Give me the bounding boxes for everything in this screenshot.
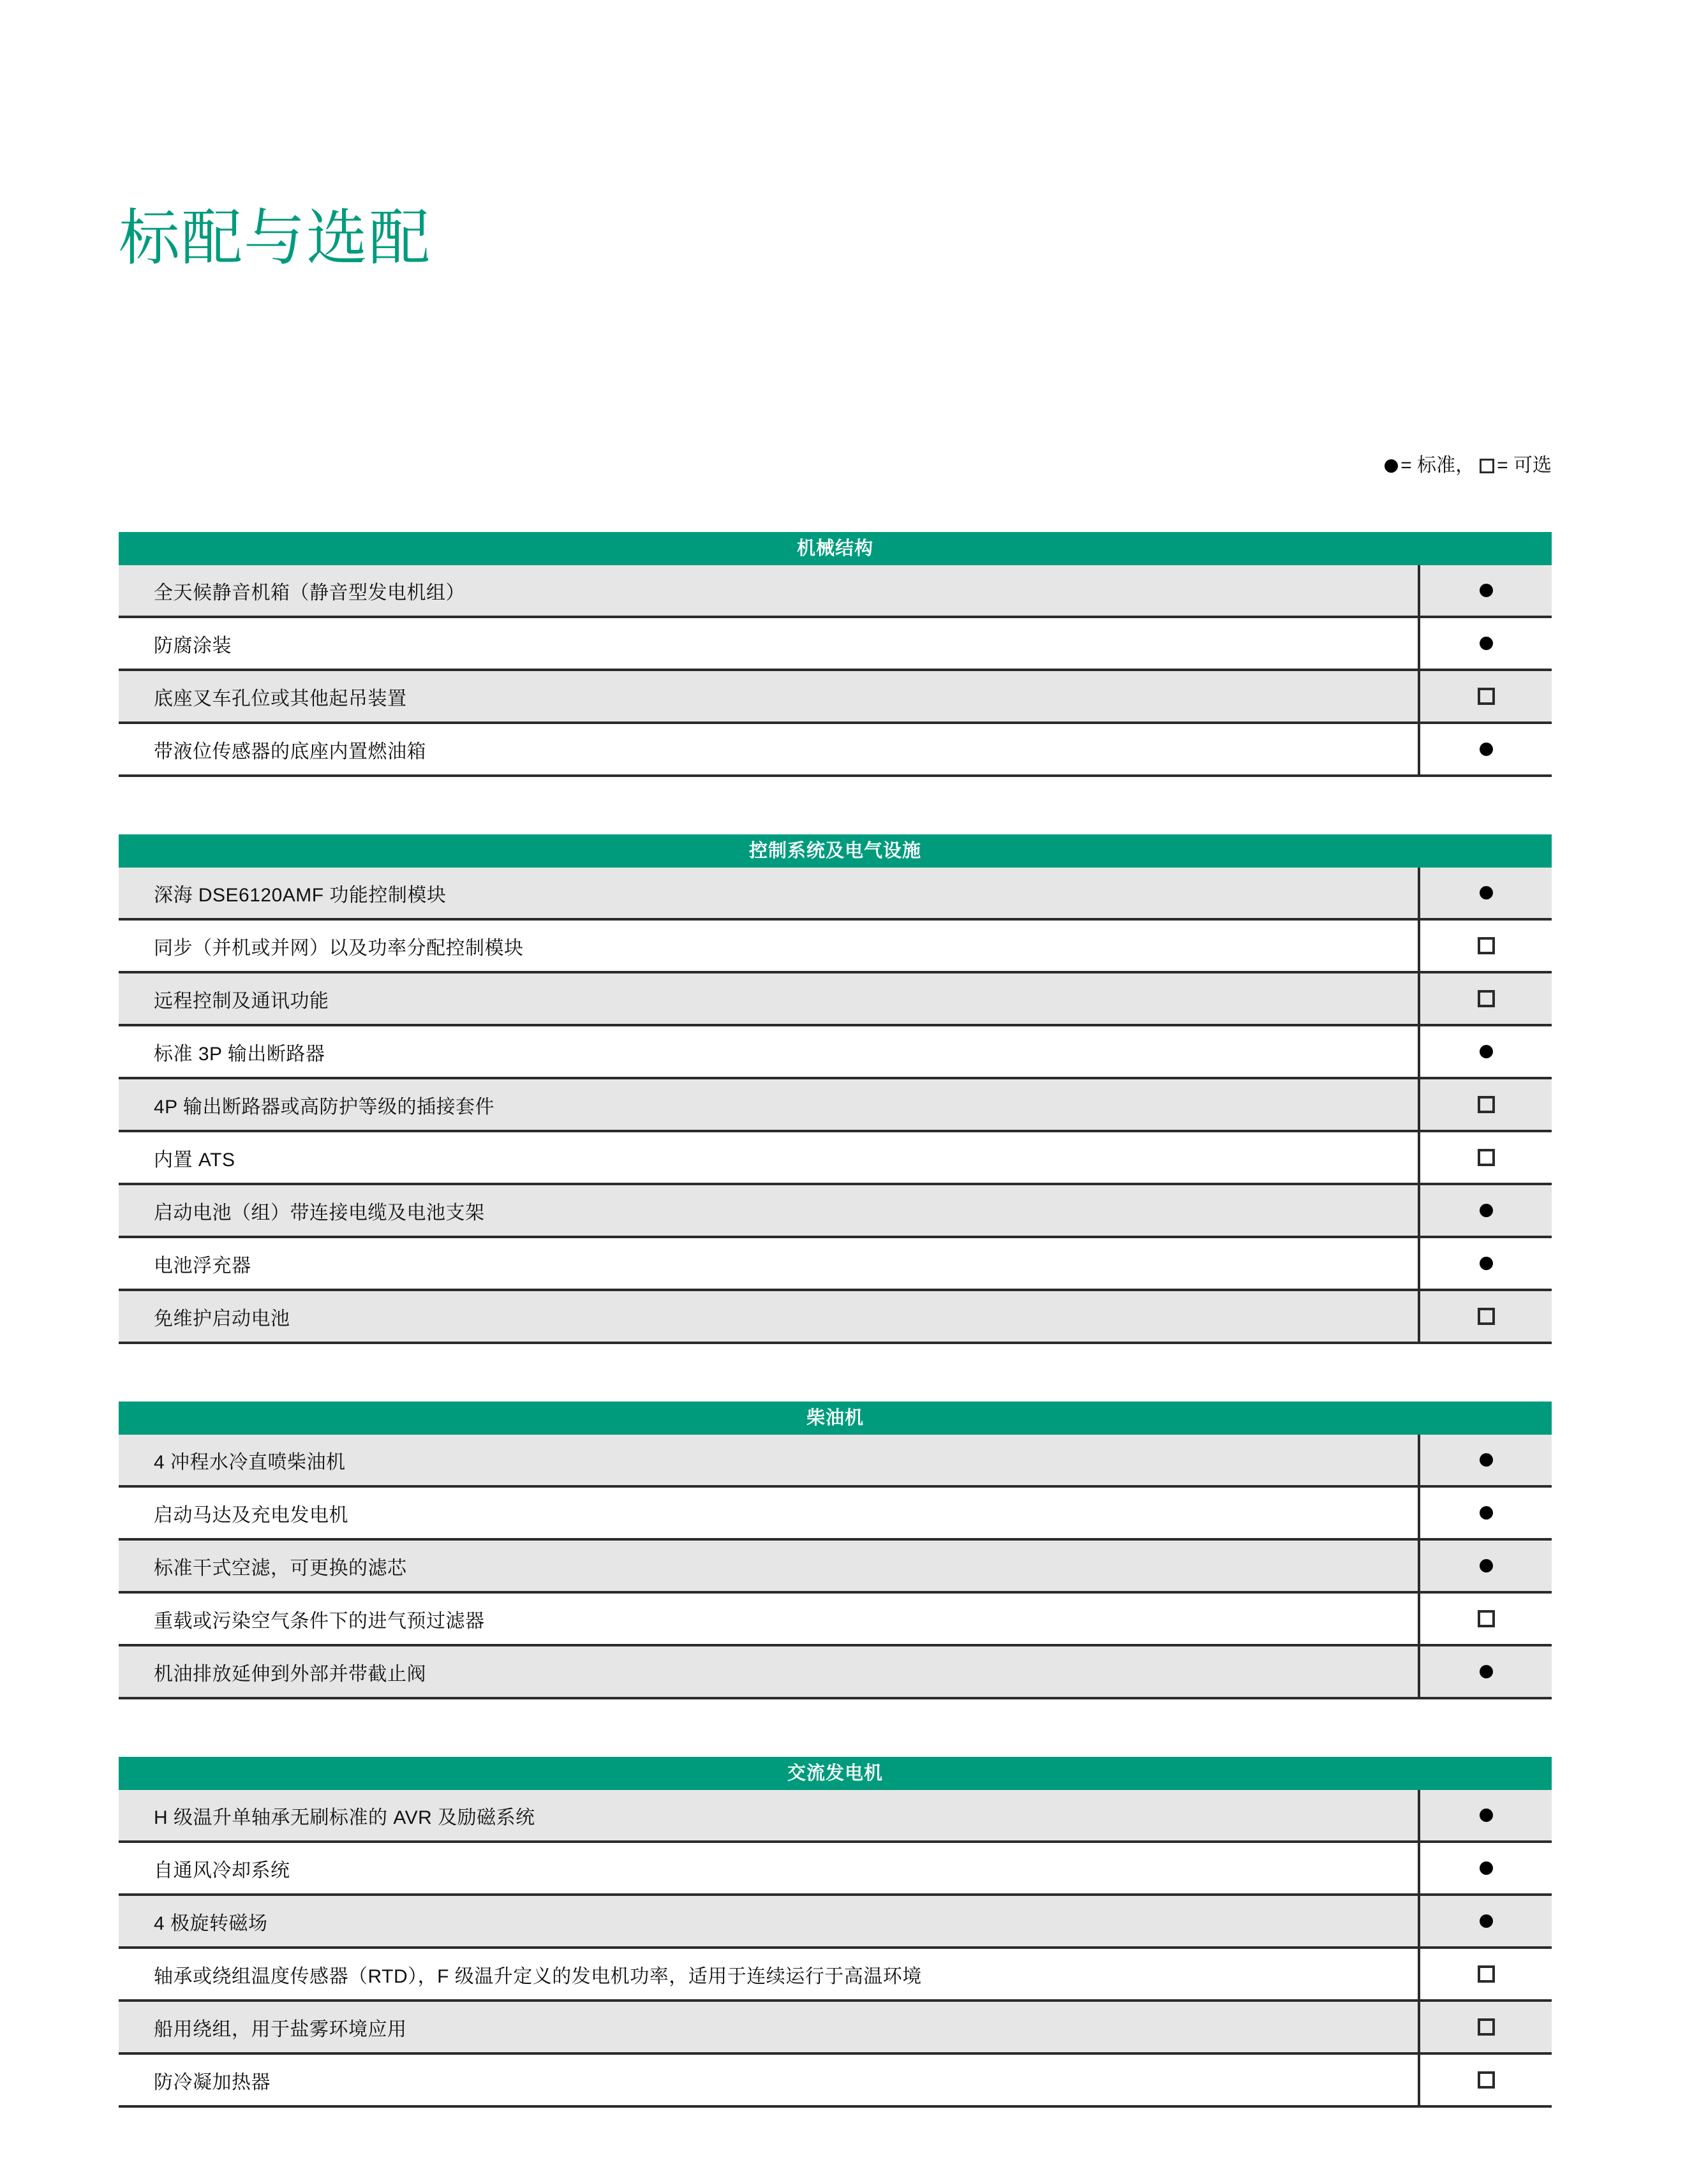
- spec-label: 机油排放延伸到外部并带截止阀: [119, 1646, 1420, 1697]
- table-row: [119, 1236, 1552, 1289]
- spec-label: 标准干式空滤，可更换的滤芯: [119, 1541, 1420, 1591]
- optional-empty-square-icon: [1478, 2018, 1495, 2036]
- table-row: [119, 971, 1552, 1024]
- spec-label: 防腐涂装: [119, 618, 1420, 669]
- spec-mark-cell: [1420, 1790, 1552, 1840]
- table-row: [119, 1130, 1552, 1183]
- standard-filled-circle-icon: [1480, 1045, 1493, 1058]
- spec-label: 自通风冷却系统: [119, 1843, 1420, 1893]
- spec-mark-cell: [1420, 1026, 1552, 1077]
- spec-label: 带液位传感器的底座内置燃油箱: [119, 724, 1420, 774]
- standard-filled-circle-icon: [1480, 1914, 1493, 1928]
- optional-empty-square-icon: [1478, 1965, 1495, 1983]
- spec-mark-cell: [1420, 868, 1552, 918]
- optional-empty-square-icon: [1478, 1610, 1495, 1627]
- optional-empty-square-icon: [1478, 2071, 1495, 2089]
- spec-section: [119, 532, 1552, 777]
- spec-tables: [119, 532, 1552, 2108]
- standard-filled-circle-icon: [1480, 1665, 1493, 1678]
- spec-mark-cell: [1420, 1079, 1552, 1130]
- table-row: [119, 669, 1552, 721]
- section-header: 柴油机: [119, 1402, 1552, 1435]
- legend: [1385, 454, 1552, 477]
- standard-filled-circle-icon: [1480, 1204, 1493, 1217]
- table-row: [119, 2052, 1552, 2105]
- section-rows: [119, 565, 1552, 777]
- legend-standard-text: = 标准，: [1400, 455, 1475, 476]
- spec-mark-cell: [1420, 618, 1552, 669]
- spec-mark-cell: [1420, 1291, 1552, 1342]
- table-row: [119, 868, 1552, 918]
- standard-filled-circle-icon: [1480, 743, 1493, 756]
- table-row: [119, 1538, 1552, 1591]
- spec-label: 启动马达及充电发电机: [119, 1488, 1420, 1538]
- spec-label: 内置 ATS: [119, 1132, 1420, 1183]
- spec-label: 防冷凝加热器: [119, 2055, 1420, 2105]
- spec-label: 深海 DSE6120AMF 功能控制模块: [119, 868, 1420, 918]
- section-rows: [119, 1435, 1552, 1699]
- table-row: [119, 918, 1552, 971]
- spec-mark-cell: [1420, 671, 1552, 721]
- standard-filled-circle-icon: [1480, 1506, 1493, 1520]
- spec-mark-cell: [1420, 1488, 1552, 1538]
- spec-label: 4P 输出断路器或高防护等级的插接套件: [119, 1079, 1420, 1130]
- table-row: [119, 1591, 1552, 1644]
- table-row: [119, 1946, 1552, 1999]
- optional-empty-square-icon: [1478, 688, 1495, 705]
- spec-mark-cell: [1420, 1435, 1552, 1485]
- table-row: [119, 565, 1552, 616]
- spec-label: 4 极旋转磁场: [119, 1896, 1420, 1946]
- table-row: [119, 1999, 1552, 2052]
- spec-label: 4 冲程水冷直喷柴油机: [119, 1435, 1420, 1485]
- table-row: [119, 1024, 1552, 1077]
- spec-mark-cell: [1420, 1896, 1552, 1946]
- table-row: [119, 1644, 1552, 1697]
- spec-label: 底座叉车孔位或其他起吊装置: [119, 671, 1420, 721]
- spec-label: H 级温升单轴承无刷标准的 AVR 及励磁系统: [119, 1790, 1420, 1840]
- section-rows: [119, 1790, 1552, 2108]
- table-row: [119, 1435, 1552, 1485]
- table-row: [119, 1485, 1552, 1538]
- spec-label: 电池浮充器: [119, 1238, 1420, 1289]
- spec-mark-cell: [1420, 1594, 1552, 1644]
- spec-label: 远程控制及通讯功能: [119, 973, 1420, 1024]
- spec-label: 同步（并机或并网）以及功率分配控制模块: [119, 921, 1420, 971]
- spec-section: [119, 1402, 1552, 1699]
- optional-empty-square-icon: [1478, 1308, 1495, 1325]
- standard-filled-circle-icon: [1480, 886, 1493, 899]
- section-rows: [119, 868, 1552, 1344]
- empty-square-icon: [1480, 459, 1494, 473]
- spec-mark-cell: [1420, 565, 1552, 616]
- table-row: [119, 1790, 1552, 1840]
- legend-optional-text: = 可选: [1497, 455, 1552, 476]
- spec-mark-cell: [1420, 973, 1552, 1024]
- spec-label: 轴承或绕组温度传感器（RTD），F 级温升定义的发电机功率，适用于连续运行于高温环境: [119, 1949, 1420, 1999]
- table-row: [119, 1893, 1552, 1946]
- spec-label: 船用绕组，用于盐雾环境应用: [119, 2002, 1420, 2052]
- table-row: [119, 1840, 1552, 1893]
- optional-empty-square-icon: [1478, 990, 1495, 1007]
- spec-label: 启动电池（组）带连接电缆及电池支架: [119, 1185, 1420, 1236]
- spec-label: 全天候静音机箱（静音型发电机组）: [119, 565, 1420, 616]
- spec-mark-cell: [1420, 1541, 1552, 1591]
- table-row: [119, 616, 1552, 669]
- standard-filled-circle-icon: [1480, 1257, 1493, 1270]
- spec-mark-cell: [1420, 2002, 1552, 2052]
- optional-empty-square-icon: [1478, 1096, 1495, 1113]
- standard-filled-circle-icon: [1480, 1861, 1493, 1875]
- table-row: [119, 1183, 1552, 1236]
- standard-filled-circle-icon: [1480, 1809, 1493, 1822]
- spec-label: 重载或污染空气条件下的进气预过滤器: [119, 1594, 1420, 1644]
- section-header: 控制系统及电气设施: [119, 834, 1552, 868]
- table-row: [119, 721, 1552, 774]
- spec-label: 免维护启动电池: [119, 1291, 1420, 1342]
- spec-mark-cell: [1420, 2055, 1552, 2105]
- standard-filled-circle-icon: [1480, 584, 1493, 597]
- spec-mark-cell: [1420, 1949, 1552, 1999]
- page-title: 标配与选配: [119, 204, 431, 273]
- spec-section: [119, 1757, 1552, 2108]
- standard-filled-circle-icon: [1480, 1453, 1493, 1467]
- standard-filled-circle-icon: [1480, 1559, 1493, 1572]
- filled-circle-icon: [1385, 459, 1398, 473]
- spec-label: 标准 3P 输出断路器: [119, 1026, 1420, 1077]
- spec-mark-cell: [1420, 1185, 1552, 1236]
- optional-empty-square-icon: [1478, 937, 1495, 954]
- section-header: 交流发电机: [119, 1757, 1552, 1790]
- spec-mark-cell: [1420, 724, 1552, 774]
- section-header: 机械结构: [119, 532, 1552, 565]
- table-row: [119, 1289, 1552, 1342]
- spec-mark-cell: [1420, 1843, 1552, 1893]
- standard-filled-circle-icon: [1480, 637, 1493, 650]
- spec-section: [119, 834, 1552, 1344]
- spec-mark-cell: [1420, 1238, 1552, 1289]
- spec-mark-cell: [1420, 1132, 1552, 1183]
- optional-empty-square-icon: [1478, 1149, 1495, 1166]
- spec-mark-cell: [1420, 1646, 1552, 1697]
- table-row: [119, 1077, 1552, 1130]
- spec-mark-cell: [1420, 921, 1552, 971]
